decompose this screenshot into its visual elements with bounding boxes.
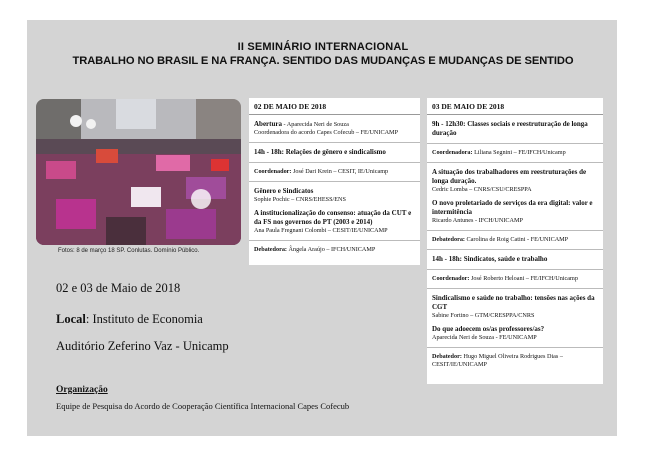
divider <box>249 240 420 241</box>
day2-debater1-label: Debatedora: <box>432 236 465 243</box>
divider <box>249 142 420 143</box>
divider <box>427 269 603 270</box>
day2-coordinator2-label: Coordenador: <box>432 275 470 282</box>
protest-photo-illustration <box>36 99 241 245</box>
day2-coordinator1-label: Coordenadora: <box>432 149 473 156</box>
organization-text: Equipe de Pesquisa do Acordo de Cooperação Científica Internacional Capes Cofecub <box>56 401 350 411</box>
opening-label: Abertura <box>254 120 282 128</box>
event-location <box>56 312 203 327</box>
opening-role: Coordenadora do acordo Capes Cofecub – FE/UNICAMP <box>254 129 399 136</box>
talk-author: Ricardo Antunes - IFCH/UNICAMP <box>432 217 523 224</box>
divider <box>249 181 420 182</box>
day1-debater-label: Debatedora: <box>254 246 287 253</box>
talk-author: Sabine Fortino – GTM/CRESPPA/CNRS <box>432 312 535 319</box>
day2-date: 03 DE MAIO DE 2018 <box>427 98 603 115</box>
day1-schedule-panel <box>249 98 420 265</box>
talk-title: Sindicalismo e saúde no trabalho: tensões nas ações da CGT <box>432 294 595 311</box>
day2-debater2-label: Debatedor: <box>432 353 462 360</box>
day1-coordinator-label: Coordenador: <box>254 168 292 175</box>
talk-title: O novo proletariado de serviços da era digital: valor e intermitência <box>432 199 593 216</box>
divider <box>427 143 603 144</box>
seminar-title: II SEMINÁRIO INTERNACIONAL <box>237 41 409 53</box>
day1-coordinator-name: José Dari Krein – CESIT, IE/Unicamp <box>291 168 389 175</box>
photo-caption: Fotos: 8 de março 18 SP. Conlutas. Domínio Público. <box>58 248 200 254</box>
divider <box>427 347 603 348</box>
location-label: Local <box>56 312 86 326</box>
day1-session-title: 14h - 18h: Relações de gênero e sindicalismo <box>254 148 386 156</box>
day2-session2-title: 14h - 18h: Sindicatos, saúde e trabalho <box>432 255 548 263</box>
divider <box>249 162 420 163</box>
talk-author: Cedric Lomba – CNRS/CSU/CRESPPA <box>432 186 532 193</box>
day2-coordinator1-name: Liliana Segnini – FE/IFCH/Unicamp <box>472 149 566 156</box>
day2-schedule-panel <box>427 98 603 384</box>
event-auditorium: Auditório Zeferino Vaz - Unicamp <box>56 339 229 353</box>
location-value: : Instituto de Economia <box>85 312 203 326</box>
talk-title: A situação dos trabalhadores em reestruturações de longa duração. <box>432 168 587 185</box>
talk-title: Gênero e Sindicatos <box>254 187 314 195</box>
opening-name: - Aparecida Neri de Souza <box>282 121 349 128</box>
divider <box>427 162 603 163</box>
talk-author: Sophie Pochic – CNRS/EHESS/ENS <box>254 196 346 203</box>
talk-title: A institucionalização do consenso: atuação da CUT e da FS nos governos do PT (2003 e 2014) <box>254 209 412 226</box>
talk-author: Ana Paula Fregnani Colombi – CESIT/IE/UNICAMP <box>254 227 388 234</box>
talk-author: Aparecida Neri de Souza - FE/UNICAMP <box>432 334 537 341</box>
day2-coordinator2-name: José Roberto Heloani – FE/IFCH/Unicamp <box>469 275 578 282</box>
day2-debater2-name: Hugo Miguel Oliveira Rodrigues Dias – CESIT/IE/UNICAMP <box>432 353 563 368</box>
day1-opening <box>249 120 420 137</box>
organization-heading: Organização <box>56 385 108 395</box>
day2-debater1-name: Carolina de Roig Catini - FE/UNICAMP <box>465 236 569 243</box>
day2-session1-title: 9h - 12h30: Classes sociais e reestruturação de longa duração <box>432 120 588 137</box>
day1-debater-name: Ângela Araújo – IFCH/UNICAMP <box>287 246 376 253</box>
divider <box>427 249 603 250</box>
divider <box>427 230 603 231</box>
seminar-subtitle: TRABALHO NO BRASIL E NA FRANÇA. SENTIDO DAS MUDANÇAS E MUDANÇAS DE SENTIDO <box>72 55 574 67</box>
day1-date: 02 DE MAIO DE 2018 <box>249 98 420 115</box>
divider <box>427 288 603 289</box>
protest-photo <box>36 99 241 245</box>
event-dates: 02 e 03 de Maio de 2018 <box>56 281 181 295</box>
talk-title: Do que adoecem os/as professores/as? <box>432 325 545 333</box>
